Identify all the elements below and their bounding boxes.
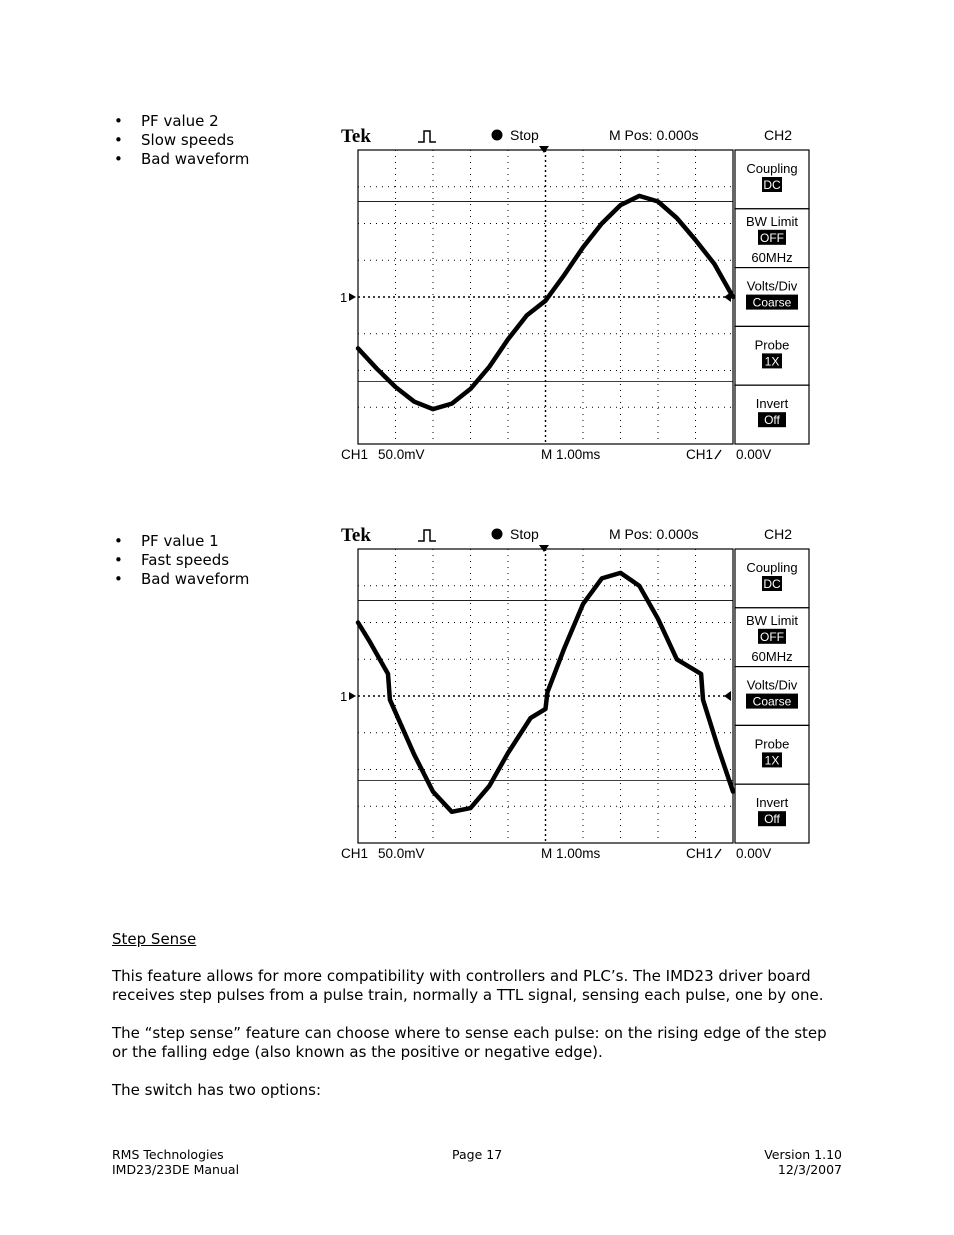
trigger-source: CH1 [686,447,714,462]
scope-1-bullets [112,112,249,169]
page-number: Page 17 [452,1147,503,1162]
footer-center [452,1147,502,1162]
menu-value: DC [763,577,781,591]
menu-value: OFF [760,230,784,245]
company-name: RMS Technologies [112,1147,224,1162]
paragraph: The “step sense” feature can choose where to sense each pulse: on the rising edge of the step or the falling edge (also known as the positive or negative edge). [112,1024,827,1061]
time-per-div: M 1.00ms [541,846,601,861]
trigger-level-marker [724,691,731,701]
stop-indicator-icon [492,130,503,141]
menu-label: Volts/Div [746,278,798,294]
trigger-pulse-icon [418,530,436,541]
channel-ground-arrow [349,293,356,301]
acquisition-state: Stop [510,526,539,542]
menu-extra: 60MHz [751,249,793,265]
channel-ground-arrow [349,692,356,700]
menu-channel-label: CH2 [764,526,793,542]
bullet-item: • Slow speeds [112,131,249,150]
trigger-slope-icon [715,450,721,459]
bullet-item: • PF value 2 [112,112,249,131]
channel-marker: 1 [340,290,348,305]
menu-value: OFF [760,629,784,644]
menu-label: Probe [754,337,790,353]
version-label: Version 1.10 [764,1147,842,1162]
waveform-trace [358,196,733,409]
trigger-level: 0.00V [736,846,772,861]
oscilloscope-capture-1 [338,122,810,464]
volts-per-div: 50.0mV [378,846,425,861]
menu-label: Probe [754,736,790,752]
menu-label: BW Limit [746,213,798,229]
channel-readout: CH1 [341,447,369,462]
bullet-item: • Fast speeds [112,551,249,570]
trigger-level: 0.00V [736,447,772,462]
menu-label: Coupling [746,161,798,176]
date-label: 12/3/2007 [777,1162,842,1177]
oscilloscope-screen [338,122,810,464]
scope-2-bullets [112,532,249,589]
bullet-item: • PF value 1 [112,532,249,551]
channel-marker: 1 [340,689,348,704]
menu-value: Off [764,812,780,827]
menu-value: DC [763,178,781,192]
paragraph: This feature allows for more compatibility with controllers and PLC’s. The IMD23 driver board receives step pulses from a pulse train, normally a TTL signal, sensing each pulse, one by one. [112,967,824,1004]
menu-value: Off [764,413,780,428]
horizontal-position: M Pos: 0.000s [609,127,699,143]
menu-value: Coarse [752,295,792,310]
volts-per-div: 50.0mV [378,447,425,462]
oscilloscope-screen [338,521,810,863]
trigger-slope-icon [715,849,721,858]
menu-channel-label: CH2 [764,127,793,143]
step-sense-section [112,930,842,1100]
stop-indicator-icon [492,529,503,540]
trigger-source: CH1 [686,846,714,861]
footer-left [112,1147,239,1177]
acquisition-state: Stop [510,127,539,143]
time-per-div: M 1.00ms [541,447,601,462]
menu-value: Coarse [752,694,792,709]
menu-value: 1X [764,354,780,369]
menu-label: Volts/Div [746,677,798,693]
bullet-item: • Bad waveform [112,570,249,589]
bullet-item: • Bad waveform [112,150,249,169]
section-heading: Step Sense [112,930,197,948]
footer-right [764,1147,842,1177]
horizontal-position: M Pos: 0.000s [609,526,699,542]
channel-readout: CH1 [341,846,369,861]
manual-name: IMD23/23DE Manual [112,1162,240,1177]
menu-label: BW Limit [746,612,798,628]
brand-label: Tek [341,126,371,147]
menu-label: Invert [755,396,789,412]
menu-label: Coupling [746,560,798,575]
oscilloscope-capture-2 [338,521,810,863]
menu-label: Invert [755,795,789,811]
menu-value: 1X [764,753,780,768]
paragraph: The switch has two options: [112,1081,321,1099]
trigger-pulse-icon [418,131,436,142]
menu-extra: 60MHz [751,648,793,664]
brand-label: Tek [341,525,371,546]
